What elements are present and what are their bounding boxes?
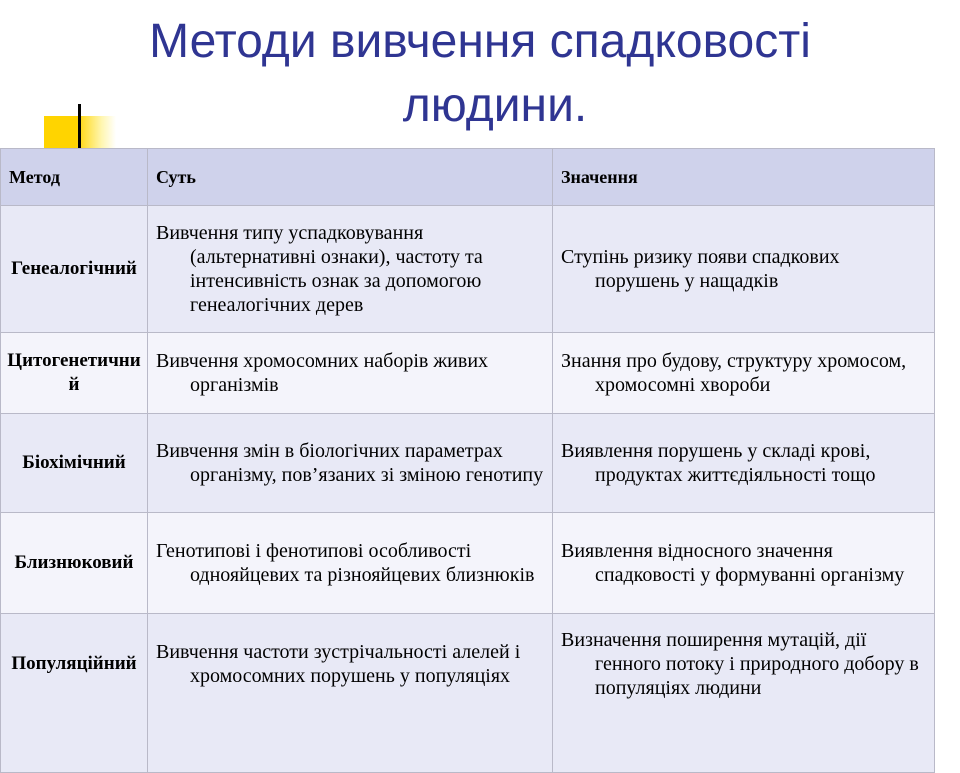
slide-title	[0, 10, 960, 138]
table-row	[1, 333, 935, 414]
essence-text: Вивчення частоти зустрічальності алелей і хромосомних порушень у популяціях	[156, 641, 521, 687]
method-meaning	[553, 414, 935, 513]
slide-title-line-2: людини.	[402, 79, 588, 132]
method-meaning	[553, 614, 935, 773]
bullet-square-icon	[44, 112, 116, 148]
header-essence: Суть	[148, 149, 553, 206]
method-essence	[148, 414, 553, 513]
table-row	[1, 206, 935, 333]
method-essence	[148, 206, 553, 333]
method-essence	[148, 333, 553, 414]
methods-table	[0, 148, 935, 773]
method-name: Популяційний	[1, 614, 148, 773]
table-row	[1, 513, 935, 614]
method-name: Близнюковий	[1, 513, 148, 614]
meaning-text: Ступінь ризику появи спадкових порушень у нащадків	[561, 246, 840, 292]
header-method: Метод	[1, 149, 148, 206]
method-name: Цитогенетичний	[1, 333, 148, 414]
method-name: Генеалогічний	[1, 206, 148, 333]
essence-text: Генотипові і фенотипові особливості однояйцевих та різнояйцевих близнюків	[156, 540, 535, 586]
essence-text: Вивчення хромосомних наборів живих організмів	[156, 350, 489, 396]
method-meaning	[553, 206, 935, 333]
header-meaning: Значення	[553, 149, 935, 206]
method-meaning	[553, 513, 935, 614]
method-meaning	[553, 333, 935, 414]
meaning-text: Знання про будову, структуру хромосом, хромосомні хвороби	[561, 350, 907, 396]
method-essence	[148, 614, 553, 773]
table-row	[1, 614, 935, 773]
table-row	[1, 414, 935, 513]
meaning-text: Визначення поширення мутацій, дії генного потоку і природного добору в популяціях людини	[561, 629, 919, 699]
meaning-text: Виявлення порушень у складі крові, продуктах життєдіяльності тощо	[561, 440, 876, 486]
vertical-bar	[78, 104, 81, 148]
table-header-row	[1, 149, 935, 206]
essence-text: Вивчення змін в біологічних параметрах організму, пов’язаних зі зміною генотипу	[156, 440, 544, 486]
method-essence	[148, 513, 553, 614]
slide-title-line-1: Методи вивчення спадковості	[149, 15, 811, 68]
essence-text: Вивчення типу успадковування (альтернативні ознаки), частоту та інтенсивність ознак за допомогою генеалогічних дерев	[156, 222, 483, 316]
method-name: Біохімічний	[1, 414, 148, 513]
meaning-text: Виявлення відносного значення спадковості у формуванні організму	[561, 540, 905, 586]
